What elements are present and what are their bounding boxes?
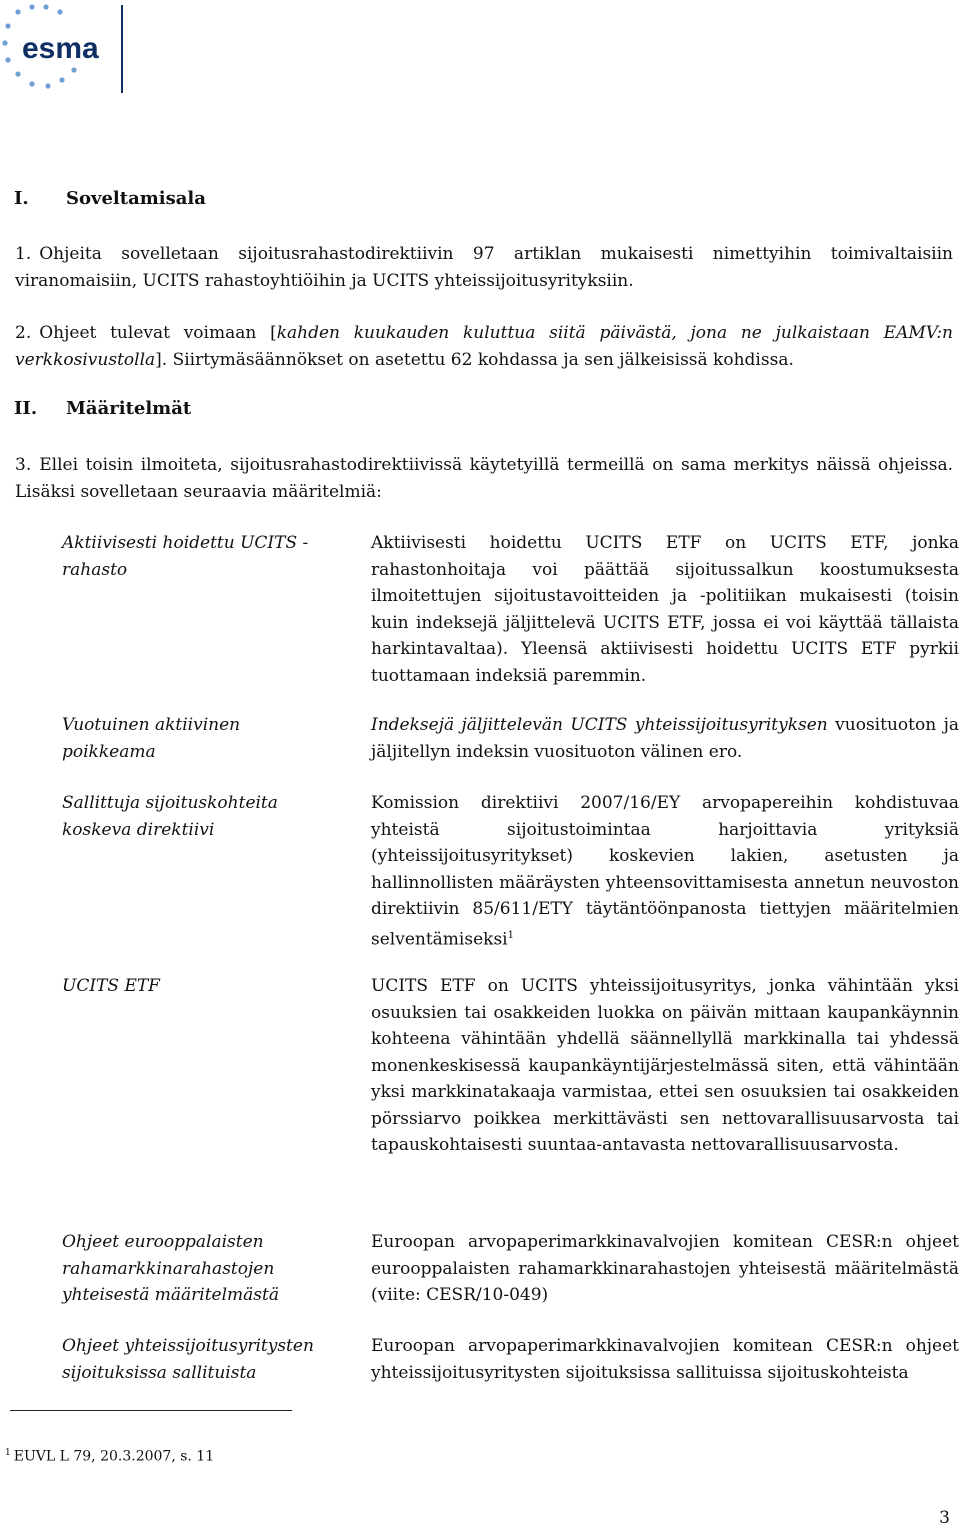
section-title: Soveltamisala: [66, 188, 206, 209]
paragraph-2: [15, 320, 953, 373]
definition-term: UCITS ETF: [62, 976, 160, 996]
paragraph-text: Ohjeita sovelletaan sijoitusrahastodirektiivin 97 artiklan mukaisesti nimettyihin toimivaltaisiin viranomaisiin, UCITS rahastoyhtiöihin ja UCITS yhteissijoitusyrityksiin.: [15, 244, 953, 291]
paragraph-number: 3.: [15, 455, 32, 475]
paragraph-text: Ellei toisin ilmoiteta, sijoitusrahastodirektiivissä käytetyillä termeillä on sama merkitys näissä ohjeissa. Lisäksi sovelletaan seuraavia määritelmiä:: [15, 455, 953, 502]
svg-text:esma: esma: [22, 32, 99, 65]
definition-text: Aktiivisesti hoidettu UCITS ETF on UCITS ETF, jonka rahastonhoitaja voi päättää sijoitussalkun koostumuksesta ilmoitettujen sijoitustavoitteiden ja -politiikan mukaisesti (toisin kuin indeksejä jäljittelevä UCITS ETF, jossa ei voi käyttää tällaista harkintavaltaa). Yleensä aktiivisesti hoidettu UCITS ETF pyrkii tuottamaan indeksiä paremmin.: [371, 533, 959, 686]
section-title: Määritelmät: [66, 398, 192, 419]
definition-text: [371, 712, 959, 765]
footnote: [5, 1448, 214, 1465]
definition-term: Sallittuja sijoituskohteita koskeva direktiivi: [62, 793, 278, 840]
footnote-number: 1: [5, 1448, 11, 1458]
definition-text: [371, 790, 959, 953]
definition-italic-text: Indeksejä jäljittelevän UCITS yhteissijoitusyrityksen: [371, 715, 828, 735]
definition-term: Aktiivisesti hoidettu UCITS -rahasto: [62, 533, 309, 580]
esma-logo: [0, 0, 130, 100]
paragraph-1: [15, 241, 953, 294]
esma-star-logo-icon: [0, 0, 122, 100]
paragraph-3: [15, 452, 953, 505]
definition-text-body: Komission direktiivi 2007/16/EY arvopapereihin kohdistuvaa yhteistä sijoitustoimintaa harjoittavia yrityksiä (yhteissijoitusyritykset) koskevien lakien, asetusten ja hallinnollisten määräysten yhteensovittamisesta annetun neuvoston direktiivin 85/611/ETY täytäntöönpanosta tiettyjen määritelmien selventämiseksi: [371, 793, 959, 950]
footnote-divider: [10, 1410, 292, 1411]
definition-text: Euroopan arvopaperimarkkinavalvojien komitean CESR:n ohjeet yhteissijoitusyritysten sijoituksissa sallituissa sijoituskohteista: [371, 1336, 959, 1383]
logo-divider: [121, 5, 123, 93]
definition-text: UCITS ETF on UCITS yhteissijoitusyritys, jonka vähintään yksi osuuksien tai osakkeiden luokka on päivän mittaan kaupankäynnin kohteena vähintään yhdellä säännellyllä markkinalla tai yhdessä monenkeskisessä kaupankäyntijärjestelmässä siten, että vähintään yksi markkinatakaaja varmistaa, ettei sen osuuksien tai osakkeiden pörssiarvo poikkea merkittävästi sen nettovarallisuusarvosta tai tapauskohtaisesti suuntaa-antavasta nettovarallisuusarvosta.: [371, 976, 959, 1155]
page-number: 3: [939, 1508, 950, 1528]
definition-term: Vuotuinen aktiivinen poikkeama: [62, 715, 241, 762]
footnote-text: EUVL L 79, 20.3.2007, s. 11: [13, 1448, 215, 1465]
definition-text: Euroopan arvopaperimarkkinavalvojien komitean CESR:n ohjeet eurooppalaisten rahamarkkinarahastojen yhteisestä määritelmästä (viite: CESR/10-049): [371, 1232, 959, 1305]
paragraph-number: 1.: [15, 244, 32, 264]
definition-term: Ohjeet yhteissijoitusyritysten sijoituksissa sallituista: [62, 1336, 314, 1383]
definition-text-body: vuosituoton ja jäljitellyn indeksin vuosituoton välinen ero.: [371, 715, 959, 762]
section-heading-definitions: [14, 398, 191, 419]
paragraph-italic-text: kahden kuukauden kuluttua siitä päivästä, jona ne julkaistaan EAMV:n verkkosivustolla: [15, 323, 953, 370]
paragraph-text: ]. Siirtymäsäännökset on asetettu 62 kohdassa ja sen jälkeisissä kohdissa.: [155, 349, 794, 370]
section-number: II.: [14, 398, 38, 419]
paragraph-number: 2.: [15, 323, 32, 343]
paragraph-text: Ohjeet tulevat voimaan [: [39, 323, 277, 343]
definition-term: Ohjeet eurooppalaisten rahamarkkinarahastojen yhteisestä määritelmästä: [62, 1232, 279, 1305]
section-number: I.: [14, 188, 29, 209]
footnote-reference[interactable]: 1: [507, 929, 514, 941]
section-heading-scope: [14, 188, 206, 209]
